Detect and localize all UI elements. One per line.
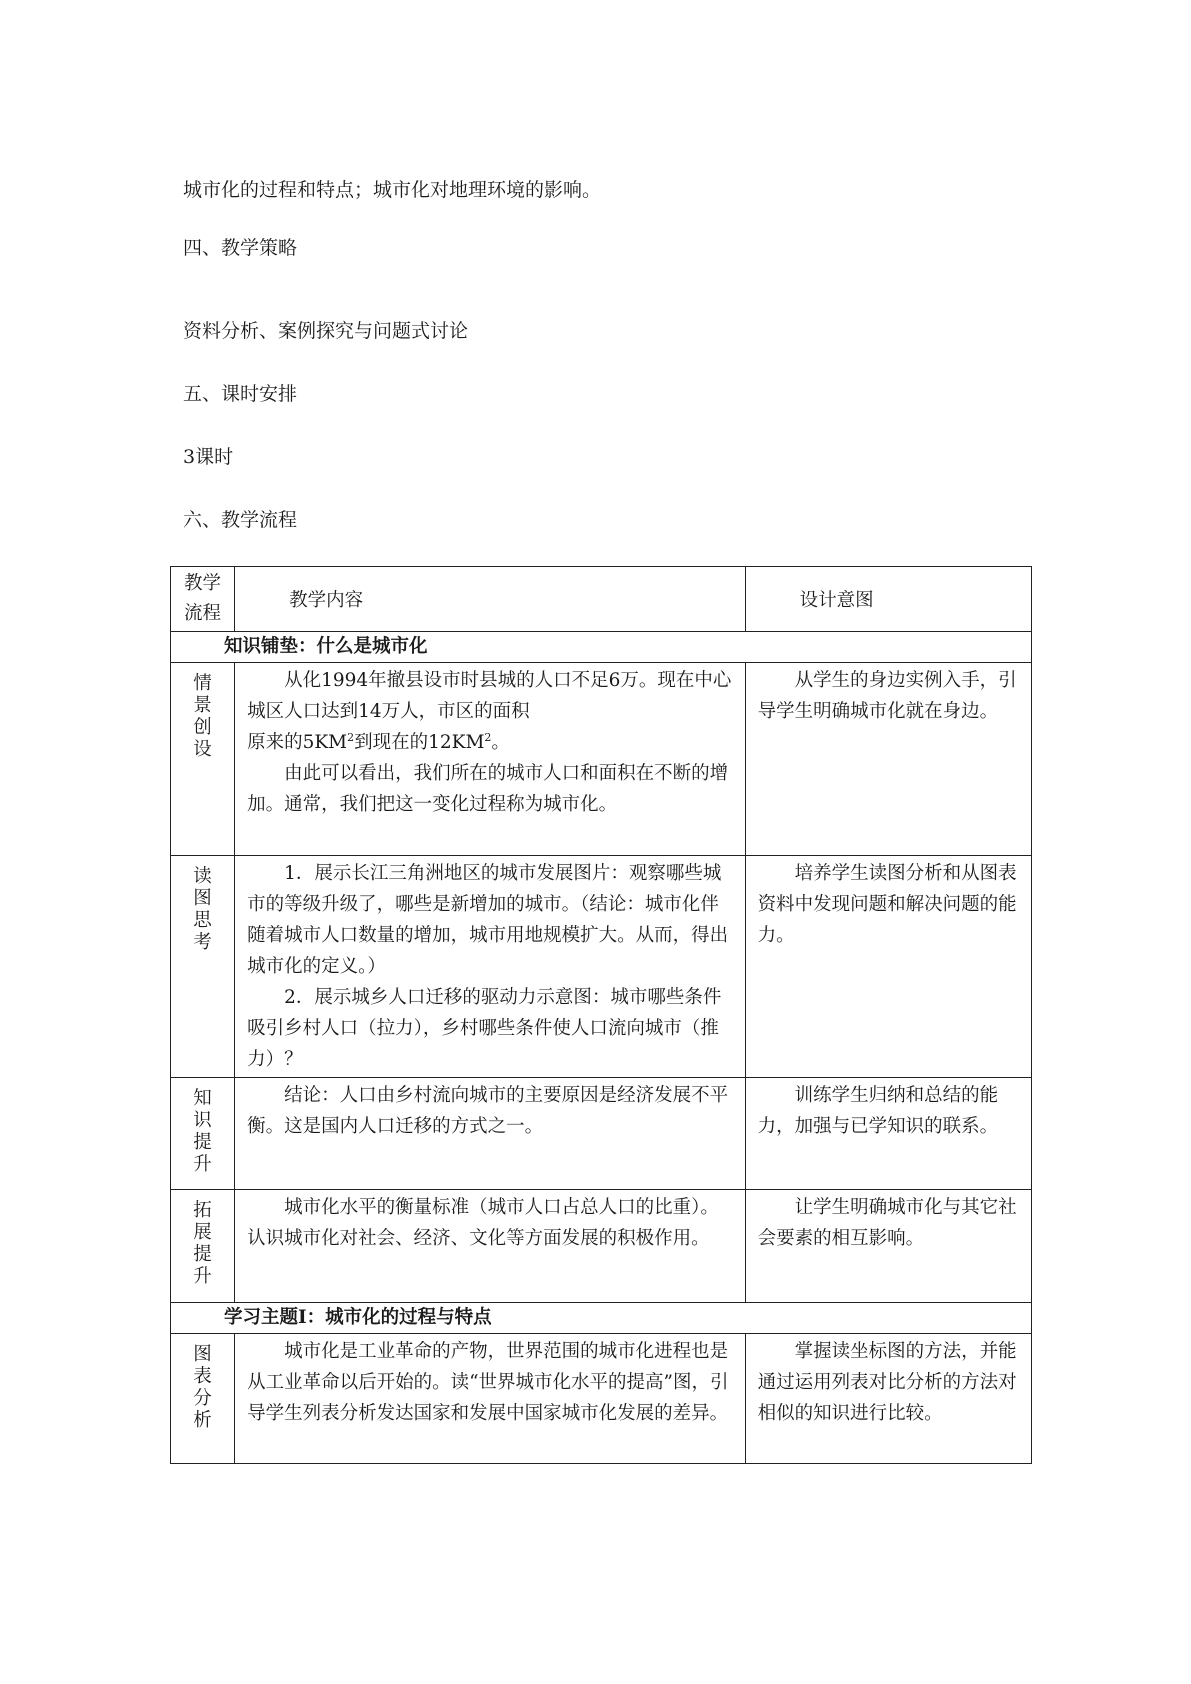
stage-char: 读	[193, 866, 212, 887]
stage-char: 创	[193, 717, 212, 738]
stage-cell	[171, 856, 235, 1078]
stage-char: 展	[193, 1222, 212, 1243]
content-cell	[235, 1190, 746, 1303]
table-row	[171, 1190, 1032, 1303]
stage-char: 表	[193, 1366, 212, 1387]
stage-char: 情	[193, 673, 212, 694]
superscript: 2	[347, 730, 355, 744]
intent-text: 从学生的身边实例入手，引导学生明确城市化就在身边。	[757, 670, 1017, 722]
stage-cell	[171, 1078, 235, 1190]
stage-char: 图	[193, 1344, 212, 1365]
intent-cell	[745, 1334, 1031, 1464]
stage-char: 图	[193, 888, 212, 909]
table-row	[171, 1334, 1032, 1464]
intent-cell	[745, 1078, 1031, 1190]
intent-cell	[745, 663, 1031, 856]
stage-char: 提	[193, 1132, 212, 1153]
paragraph-class-hours: 3课时	[183, 446, 234, 468]
stage-char: 升	[193, 1266, 212, 1287]
stage-char: 景	[193, 695, 212, 716]
heading-class-hours: 五、课时安排	[183, 383, 298, 405]
header-stage-line-2: 流程	[184, 603, 222, 624]
intent-text: 掌握读坐标图的方法，并能通过运用列表对比分析的方法对相似的知识进行比较。	[757, 1341, 1017, 1424]
heading-teaching-strategy: 四、教学策略	[183, 237, 298, 259]
teaching-flow-table	[170, 566, 1032, 1464]
content-paragraph: 城市化是工业革命的产物，世界范围的城市化进程也是从工业革命以后开始的。读“世界城市化水平的提高”图，引导学生列表分析发达国家和发展中国家城市化发展的差异。	[247, 1341, 729, 1424]
content-paragraph: 2．展示城乡人口迁移的驱动力示意图：城市哪些条件吸引乡村人口（拉力），乡村哪些条件使人口流向城市（推力）？	[247, 987, 722, 1070]
stage-char: 考	[193, 932, 212, 953]
header-stage	[171, 567, 235, 632]
content-paragraph: 从化1994年撤县设市时县城的人口不足6万。现在中心城区人口达到14万人，市区的面积	[247, 670, 732, 722]
stage-cell	[171, 1190, 235, 1303]
stage-char: 思	[193, 910, 212, 931]
stage-char: 识	[193, 1110, 212, 1131]
section-title: 知识铺垫：什么是城市化	[171, 632, 1032, 663]
paragraph-focus-points: 城市化的过程和特点；城市化对地理环境的影响。	[183, 179, 602, 201]
content-paragraph: 由此可以看出，我们所在的城市人口和面积在不断的增加。通常，我们把这一变化过程称为城市化。	[247, 763, 729, 815]
intent-text: 让学生明确城市化与其它社会要素的相互影响。	[757, 1197, 1017, 1249]
stage-char: 提	[193, 1244, 212, 1265]
content-text: 到现在的12KM	[354, 732, 485, 753]
content-paragraph: 结论：人口由乡村流向城市的主要原因是经济发展不平衡。这是国内人口迁移的方式之一。	[247, 1085, 729, 1137]
intent-text: 训练学生归纳和总结的能力，加强与已学知识的联系。	[757, 1085, 999, 1137]
section-row-theme-1	[171, 1303, 1032, 1334]
stage-char: 知	[193, 1088, 212, 1109]
table-row	[171, 1078, 1032, 1190]
table-row	[171, 663, 1032, 856]
stage-cell	[171, 663, 235, 856]
stage-char: 析	[193, 1410, 212, 1431]
content-cell	[235, 1078, 746, 1190]
section-title: 学习主题Ⅰ：城市化的过程与特点	[171, 1303, 1032, 1334]
table-row	[171, 856, 1032, 1078]
stage-char: 升	[193, 1154, 212, 1175]
content-text: 原来的5KM	[247, 732, 348, 753]
intent-cell	[745, 856, 1031, 1078]
table-header-row	[171, 567, 1032, 632]
intent-cell	[745, 1190, 1031, 1303]
content-cell	[235, 856, 746, 1078]
header-intent: 设计意图	[745, 567, 1031, 632]
intent-text: 培养学生读图分析和从图表资料中发现问题和解决问题的能力。	[757, 863, 1017, 946]
content-paragraph: 城市化水平的衡量标准（城市人口占总人口的比重）。认识城市化对社会、经济、文化等方面发展的积极作用。	[247, 1197, 719, 1249]
header-stage-line-1: 教学	[184, 573, 222, 594]
stage-cell	[171, 1334, 235, 1464]
paragraph-strategy: 资料分析、案例探究与问题式讨论	[183, 320, 469, 342]
content-paragraph: 1．展示长江三角洲地区的城市发展图片：观察哪些城市的等级升级了，哪些是新增加的城市。（结论：城市化伴随着城市人口数量的增加，城市用地规模扩大。从而，得出城市化的定义。）	[247, 863, 729, 977]
content-cell	[235, 1334, 746, 1464]
stage-char: 分	[193, 1388, 212, 1409]
stage-char: 拓	[193, 1200, 212, 1221]
superscript: 2	[484, 730, 492, 744]
content-cell	[235, 663, 746, 856]
content-text: 。	[491, 732, 510, 753]
header-content: 教学内容	[235, 567, 746, 632]
heading-teaching-flow: 六、教学流程	[183, 509, 298, 531]
section-row-knowledge	[171, 632, 1032, 663]
content-paragraph-area	[247, 727, 735, 758]
stage-char: 设	[193, 739, 212, 760]
